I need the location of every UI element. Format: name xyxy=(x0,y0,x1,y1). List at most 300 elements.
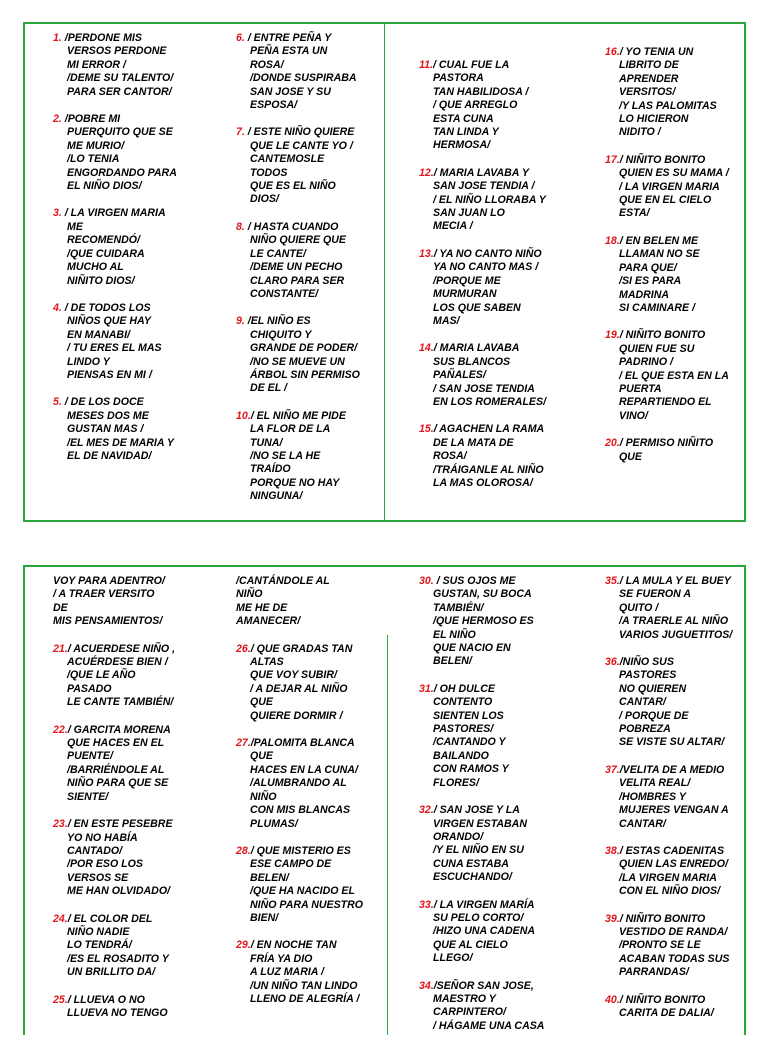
verse-item xyxy=(605,46,767,140)
verse-text: MESES DOS ME xyxy=(67,409,149,422)
verse-number: 18. xyxy=(605,234,620,247)
verse-line xyxy=(53,845,215,858)
verse-number: 7. xyxy=(236,126,245,139)
verse-number: 17. xyxy=(605,153,620,166)
verse-text: PEÑA ESTA UN xyxy=(250,45,328,58)
verse-item xyxy=(236,845,398,925)
verse-line xyxy=(53,396,215,409)
verse-item xyxy=(236,221,398,301)
verse-line xyxy=(236,804,398,817)
verse-number: 37. xyxy=(605,763,620,776)
verse-text: / GARCITA MORENA xyxy=(67,723,171,736)
verse-line xyxy=(605,669,767,682)
verse-line xyxy=(605,154,767,167)
verse-line xyxy=(53,275,215,288)
verse-text: /LO TENIA xyxy=(67,153,120,166)
verse-line xyxy=(236,288,398,301)
verse-text: ACUÉRDESE BIEN / xyxy=(67,656,168,669)
verse-line xyxy=(605,966,767,979)
verse-text: / EL QUE ESTA EN LA xyxy=(619,369,729,382)
verse-text: QUE xyxy=(619,450,642,463)
verse-number: 34. xyxy=(419,979,434,992)
verse-line xyxy=(236,59,398,72)
verse-line xyxy=(419,288,581,301)
verse-text: ACABAN TODAS SUS xyxy=(619,952,730,965)
verse-line xyxy=(419,655,581,668)
verse-line xyxy=(419,261,581,274)
verse-line xyxy=(605,410,767,423)
verse-line xyxy=(53,1007,215,1020)
verse-line xyxy=(236,342,398,355)
verse-line xyxy=(419,194,581,207)
verse-item xyxy=(605,994,767,1021)
verse-text: NO QUIEREN xyxy=(619,682,687,695)
verse-text: SIENTE/ xyxy=(67,790,109,803)
verse-line xyxy=(419,629,581,642)
verse-line xyxy=(53,724,215,737)
verse-column-2 xyxy=(236,575,398,1020)
verse-text: QUE NACIO EN xyxy=(433,642,511,655)
verse-number: 12. xyxy=(419,166,434,179)
verse-text: PIENSAS EN MI / xyxy=(67,368,152,381)
verse-text: VERSOS PERDONE xyxy=(67,45,167,58)
verse-line xyxy=(605,602,767,615)
verse-line xyxy=(53,926,215,939)
verse-line xyxy=(236,656,398,669)
verse-line xyxy=(236,315,398,328)
verse-text: CONTENTO xyxy=(433,696,493,709)
verse-text: PASTORA xyxy=(433,72,484,85)
verse-text: MECIA / xyxy=(433,220,473,233)
verse-text: /EL NIÑO ES xyxy=(244,315,311,328)
verse-line xyxy=(605,710,767,723)
verse-text: LINDO Y xyxy=(67,355,110,368)
verse-text: EN LOS ROMERALES/ xyxy=(433,395,547,408)
verse-line xyxy=(53,342,215,355)
verse-line xyxy=(53,615,215,628)
verse-item xyxy=(605,656,767,750)
verse-text: POBREZA xyxy=(619,723,671,736)
verse-text: AMANECER/ xyxy=(236,615,301,628)
verse-line xyxy=(236,710,398,723)
verse-text: / SAN JOSE TENDIA xyxy=(433,382,535,395)
verse-line xyxy=(605,248,767,261)
verse-line xyxy=(419,1020,581,1033)
verse-text: / SUS OJOS ME xyxy=(433,575,516,587)
verse-text: VELITA REAL/ xyxy=(619,777,691,790)
verse-line xyxy=(236,382,398,395)
verse-text: / DE TODOS LOS xyxy=(61,301,151,314)
verse-line xyxy=(419,763,581,776)
verse-text: PAÑALES/ xyxy=(433,369,486,382)
verse-line xyxy=(419,993,581,1006)
verse-line xyxy=(419,615,581,628)
verse-number: 21. xyxy=(53,642,68,655)
verse-text: QUE ES EL NIÑO xyxy=(250,180,336,193)
verse-text: ESE CAMPO DE xyxy=(250,858,332,871)
verse-text: EL NIÑO DIOS/ xyxy=(67,180,142,193)
verse-text: CON MIS BLANCAS xyxy=(250,804,351,817)
verse-text: SE VISTE SU ALTAR/ xyxy=(619,736,725,749)
verse-line xyxy=(236,669,398,682)
verse-line xyxy=(419,642,581,655)
verse-text: CANTADO/ xyxy=(67,844,123,857)
verse-text: SUS BLANCOS xyxy=(433,355,511,368)
verse-text: NIÑITO DIOS/ xyxy=(67,274,135,287)
verse-text: /PERDONE MIS xyxy=(61,32,142,44)
verse-item xyxy=(236,315,398,395)
verse-text: / TU ERES EL MAS xyxy=(67,342,162,355)
verse-text: ÁRBOL SIN PERMISO xyxy=(250,368,360,381)
verse-text: ROSA/ xyxy=(250,58,284,71)
verse-text: LE CANTE/ xyxy=(250,247,306,260)
verse-number: 15. xyxy=(419,423,434,436)
verse-line xyxy=(605,994,767,1007)
verse-line xyxy=(53,261,215,274)
verse-text: ME MURIO/ xyxy=(67,139,125,152)
verse-text: /ES EL ROSADITO Y xyxy=(67,952,169,965)
verse-text: / LA VIRGEN MARIA xyxy=(61,207,166,220)
verse-text: QUIEN LAS ENREDO/ xyxy=(619,858,728,871)
verse-text: QUE LE CANTE YO / xyxy=(250,139,353,152)
verse-text: HERMOSA/ xyxy=(433,139,491,152)
verse-line xyxy=(236,153,398,166)
verse-text: SAN JOSE Y SU xyxy=(250,85,331,98)
verse-text: /LA VIRGEN MARIA xyxy=(619,871,717,884)
verse-line xyxy=(419,113,581,126)
verse-text: /QUE HA NACIDO EL xyxy=(250,885,355,898)
verse-text: / LA VIRGEN MARIA xyxy=(619,180,720,193)
verse-text: GRANDE DE PODER/ xyxy=(250,342,358,355)
verse-line xyxy=(419,369,581,382)
verse-number: 16. xyxy=(605,46,620,58)
verse-line xyxy=(419,139,581,152)
verse-text: /PORQUE ME xyxy=(433,274,501,287)
verse-number: 4. xyxy=(53,301,62,314)
verse-sheet-1 xyxy=(23,22,746,522)
verse-text: DE xyxy=(53,601,68,614)
verse-line xyxy=(419,736,581,749)
verse-item xyxy=(419,899,581,966)
verse-text: / CUAL FUE LA xyxy=(432,59,510,71)
verse-line xyxy=(419,871,581,884)
verse-line xyxy=(53,966,215,979)
verse-text: / A TRAER VERSITO xyxy=(53,588,155,601)
verse-line xyxy=(53,858,215,871)
verse-text: ENGORDANDO PARA xyxy=(67,166,177,179)
verse-text: LE CANTE TAMBIÉN/ xyxy=(67,696,174,709)
verse-text: MI ERROR / xyxy=(67,58,126,71)
verse-line xyxy=(605,656,767,669)
verse-line xyxy=(419,952,581,965)
verse-line xyxy=(419,804,581,817)
verse-line xyxy=(53,818,215,831)
verse-line xyxy=(419,356,581,369)
verse-number: 10. xyxy=(236,409,251,422)
verse-item xyxy=(53,113,215,193)
verse-item xyxy=(419,683,581,790)
verse-number: 36. xyxy=(605,656,620,669)
verse-text: /NO SE MUEVE UN xyxy=(250,355,345,368)
verse-text: / HASTA CUANDO xyxy=(244,220,339,233)
verse-line xyxy=(53,885,215,898)
verse-text: / QUE MISTERIO ES xyxy=(250,844,351,857)
verse-line xyxy=(53,32,215,45)
verse-text: MUCHO AL xyxy=(67,261,124,274)
verse-line xyxy=(605,113,767,126)
verse-text: / DE LOS DOCE xyxy=(61,396,144,409)
verse-line xyxy=(236,450,398,463)
verse-line xyxy=(605,926,767,939)
verse-text: ESPOSA/ xyxy=(250,99,298,112)
verse-line xyxy=(236,643,398,656)
verse-text: A LUZ MARIA / xyxy=(250,966,324,979)
verse-text: / QUE ARREGLO xyxy=(433,99,518,112)
verse-text: / MARIA LAVABA Y xyxy=(433,166,529,179)
verse-text: LLEGO/ xyxy=(433,952,473,965)
verse-line xyxy=(419,248,581,261)
verse-line xyxy=(53,669,215,682)
verse-text: /BARRIÉNDOLE AL xyxy=(67,763,165,776)
verse-text: / AGACHEN LA RAMA xyxy=(433,423,545,436)
verse-line xyxy=(236,126,398,139)
verse-line xyxy=(236,86,398,99)
verse-number: 29. xyxy=(236,939,251,952)
verse-item xyxy=(236,939,398,1006)
verse-line xyxy=(236,750,398,763)
verse-line xyxy=(605,696,767,709)
verse-text: BELEN/ xyxy=(433,655,472,668)
verse-line xyxy=(605,100,767,113)
verse-line xyxy=(53,737,215,750)
verse-item xyxy=(53,207,215,287)
verse-text: SU PELO CORTO/ xyxy=(433,911,524,924)
verse-number: 25. xyxy=(53,993,68,1006)
verse-text: QUIERE DORMIR / xyxy=(250,709,343,722)
verse-item xyxy=(53,818,215,898)
verse-text: QUITO / xyxy=(619,601,659,614)
verse-text: ME xyxy=(67,220,83,233)
verse-text: ROSA/ xyxy=(433,450,467,463)
verse-number: 35. xyxy=(605,575,620,587)
verse-number: 38. xyxy=(605,844,620,857)
verse-text: NIÑO xyxy=(236,588,263,601)
verse-line xyxy=(605,777,767,790)
verse-line xyxy=(53,59,215,72)
verse-text: MIS PENSAMIENTOS/ xyxy=(53,615,163,628)
verse-text: LA FLOR DE LA xyxy=(250,423,331,436)
verse-line xyxy=(419,437,581,450)
verse-number: 20. xyxy=(605,437,620,450)
verse-line xyxy=(605,235,767,248)
verse-line xyxy=(236,356,398,369)
verse-text: /DEME SU TALENTO/ xyxy=(67,72,174,85)
verse-text: /POBRE MI xyxy=(61,113,121,126)
verse-line xyxy=(236,477,398,490)
verse-line xyxy=(605,629,767,642)
verse-line xyxy=(605,59,767,72)
verse-number: 23. xyxy=(53,818,68,831)
verse-line xyxy=(236,683,398,696)
verse-number: 11. xyxy=(419,59,433,71)
verse-line xyxy=(605,437,767,450)
verse-text: ESTA CUNA xyxy=(433,112,494,125)
verse-line xyxy=(236,966,398,979)
verse-text: /VELITA DE A MEDIO xyxy=(619,763,725,776)
verse-line xyxy=(236,575,398,588)
verse-number: 14. xyxy=(419,342,434,355)
verse-text: /SI ES PARA xyxy=(619,275,682,288)
verse-line xyxy=(236,764,398,777)
verse-item xyxy=(419,980,581,1034)
verse-text: CONSTANTE/ xyxy=(250,287,319,300)
verse-line xyxy=(53,207,215,220)
verse-line xyxy=(605,207,767,220)
verse-line xyxy=(53,750,215,763)
verse-text: /UN NIÑO TAN LINDO xyxy=(250,979,358,992)
verse-number: 9. xyxy=(236,315,245,328)
verse-line xyxy=(236,180,398,193)
verse-text: / LA MULA Y EL BUEY xyxy=(619,575,731,587)
verse-text: /NIÑO SUS xyxy=(619,656,674,669)
verse-text: / ACUERDESE NIÑO , xyxy=(67,642,176,655)
verse-line xyxy=(605,804,767,817)
verse-text: /HOMBRES Y xyxy=(619,790,686,803)
verse-text: / LA VIRGEN MARÍA xyxy=(433,898,535,911)
verse-number: 22. xyxy=(53,723,68,736)
verse-line xyxy=(236,885,398,898)
verse-text: / OH DULCE xyxy=(433,682,495,695)
verse-line xyxy=(419,602,581,615)
verse-line xyxy=(236,140,398,153)
verse-text: / EL NIÑO LLORABA Y xyxy=(433,193,546,206)
verse-item xyxy=(419,167,581,234)
verse-item xyxy=(236,32,398,112)
verse-line xyxy=(419,723,581,736)
verse-number: 28. xyxy=(236,844,251,857)
verse-line xyxy=(605,126,767,139)
verse-text: ME HE DE xyxy=(236,601,288,614)
verse-line xyxy=(605,396,767,409)
verse-text: / NIÑITO BONITO xyxy=(619,329,706,342)
verse-line xyxy=(236,329,398,342)
verse-text: /CANTÁNDOLE AL xyxy=(236,575,330,587)
verse-line xyxy=(605,1007,767,1020)
verse-text: FLORES/ xyxy=(433,776,479,789)
verse-item xyxy=(53,724,215,804)
verse-column-4 xyxy=(605,575,767,1034)
verse-text: /QUE LE AÑO xyxy=(67,669,136,682)
verse-text: MAS/ xyxy=(433,314,460,327)
verse-text: /CANTANDO Y xyxy=(433,736,506,749)
verse-text: DIOS/ xyxy=(250,193,279,206)
verse-text: /ALUMBRANDO AL xyxy=(250,777,347,790)
verse-number: 24. xyxy=(53,912,68,925)
verse-line xyxy=(419,315,581,328)
verse-line xyxy=(53,369,215,382)
verse-text: /POR ESO LOS xyxy=(67,858,143,871)
verse-item xyxy=(53,994,215,1021)
verse-column-3 xyxy=(419,59,581,504)
verse-line xyxy=(419,980,581,993)
verse-line xyxy=(419,72,581,85)
verse-item xyxy=(53,396,215,463)
verse-line xyxy=(53,72,215,85)
verse-line xyxy=(53,602,215,615)
verse-text: ESTA/ xyxy=(619,207,650,220)
verse-text: NIÑO xyxy=(250,790,277,803)
verse-line xyxy=(605,953,767,966)
verse-line xyxy=(53,683,215,696)
verse-text: TAN HABILIDOSA / xyxy=(433,85,529,98)
verse-text: / SAN JOSE Y LA xyxy=(433,804,520,817)
verse-text: SIENTEN LOS xyxy=(433,709,504,722)
verse-text: SI CAMINARE / xyxy=(619,301,695,314)
verse-number: 8. xyxy=(236,220,245,233)
verse-text: CON RAMOS Y xyxy=(433,763,509,776)
verse-text: MADRINA xyxy=(619,288,670,301)
verse-text: /HIZO UNA CADENA xyxy=(433,925,536,938)
verse-line xyxy=(236,899,398,912)
verse-text: TAMBIÉN/ xyxy=(433,601,484,614)
verse-text: LLAMAN NO SE xyxy=(619,248,700,261)
verse-text: / ESTE NIÑO QUIERE xyxy=(244,126,355,139)
verse-column-1 xyxy=(53,32,215,477)
verse-line xyxy=(236,369,398,382)
verse-item xyxy=(605,154,767,221)
verse-line xyxy=(53,140,215,153)
verse-line xyxy=(53,872,215,885)
verse-item xyxy=(53,32,215,99)
verse-text: LO TENDRÁ/ xyxy=(67,939,132,952)
verse-text: /NO SE LA HE xyxy=(250,449,321,462)
verse-text: QUE AL CIELO xyxy=(433,938,508,951)
verse-text: EN MANABI/ xyxy=(67,328,130,341)
verse-number: 40. xyxy=(605,993,620,1006)
verse-text: /QUE CUIDARA xyxy=(67,247,145,260)
verse-text: / EN BELEN ME xyxy=(619,234,699,247)
verse-text: PARA QUE/ xyxy=(619,261,677,274)
verse-text: CLARO PARA SER xyxy=(250,274,345,287)
verse-line xyxy=(53,221,215,234)
verse-line xyxy=(419,396,581,409)
verse-line xyxy=(605,370,767,383)
verse-line xyxy=(53,696,215,709)
verse-item xyxy=(605,575,767,642)
verse-item xyxy=(53,643,215,710)
verse-text: QUIEN ES SU MAMA / xyxy=(619,167,729,180)
verse-line xyxy=(605,383,767,396)
verse-line xyxy=(419,683,581,696)
verse-number: 6. xyxy=(236,32,245,44)
verse-column-4 xyxy=(605,46,767,478)
verse-line xyxy=(53,45,215,58)
verse-line xyxy=(605,845,767,858)
verse-number: 5. xyxy=(53,396,62,409)
verse-text: LOS QUE SABEN xyxy=(433,301,521,314)
verse-text: PADRINO / xyxy=(619,356,673,369)
verse-line xyxy=(53,86,215,99)
verse-text: / YO TENIA UN xyxy=(619,46,694,58)
verse-line xyxy=(419,477,581,490)
verse-line xyxy=(605,302,767,315)
verse-line xyxy=(53,234,215,247)
verse-item xyxy=(605,913,767,980)
verse-text: LA MAS OLOROSA/ xyxy=(433,476,533,489)
verse-text: CUNA ESTABA xyxy=(433,857,509,870)
verse-line xyxy=(236,912,398,925)
verse-text: SE FUERON A xyxy=(619,588,692,601)
